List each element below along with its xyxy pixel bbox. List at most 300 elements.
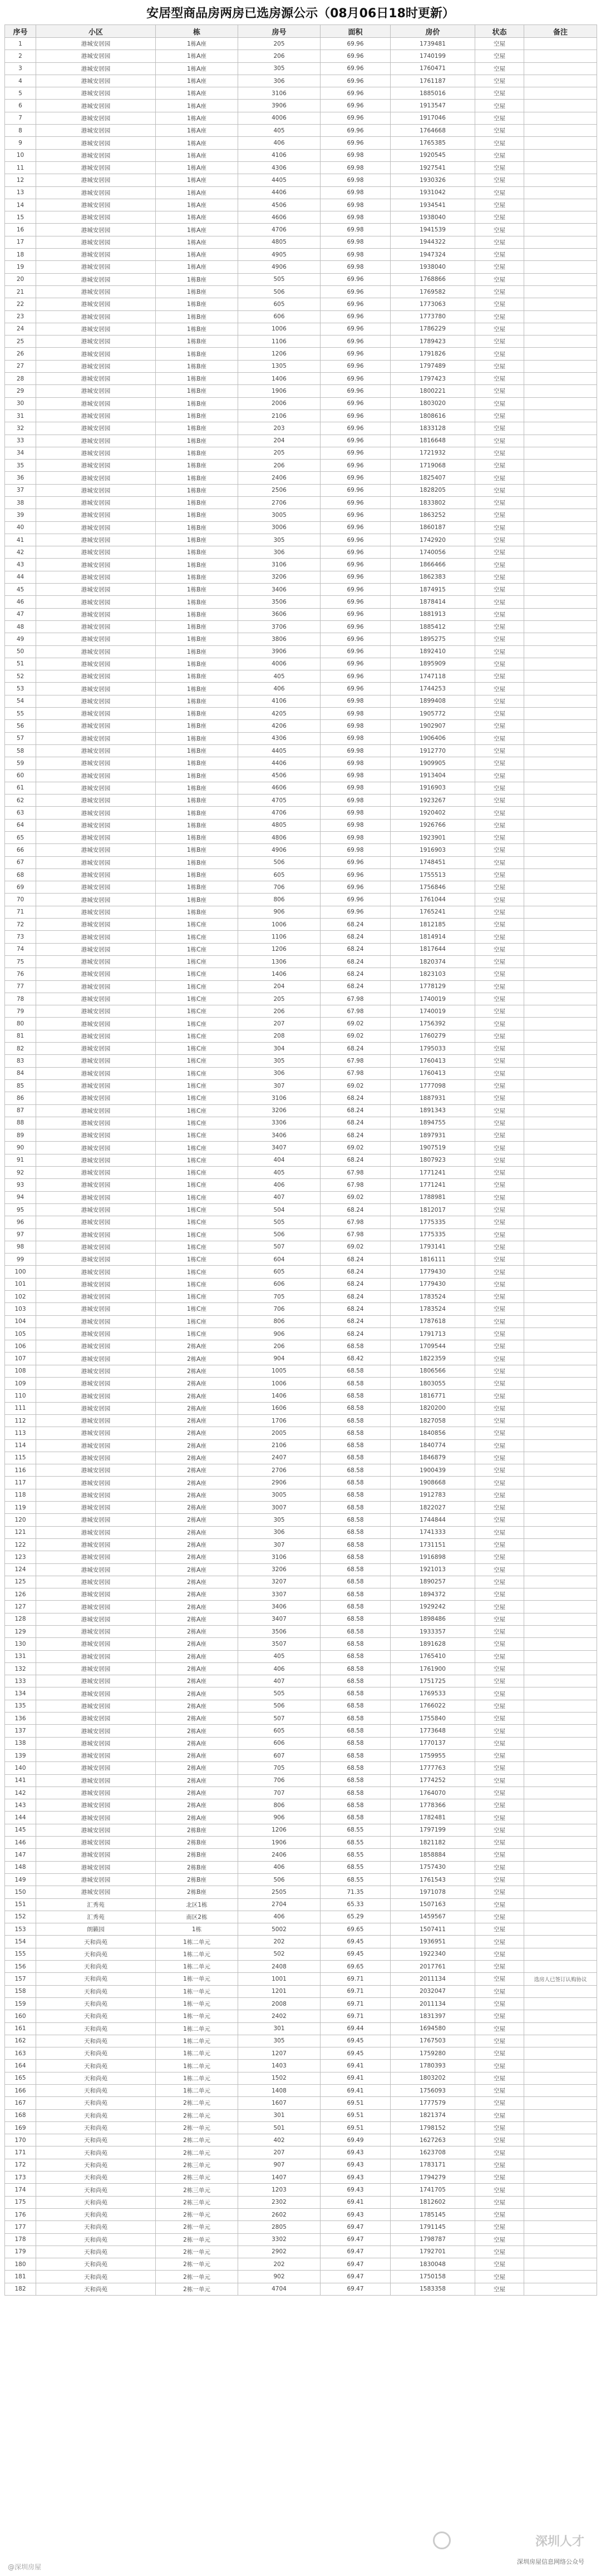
cell-note [524, 521, 597, 534]
cell-status: 空屋 [475, 2035, 524, 2047]
cell-room: 206 [238, 460, 321, 472]
cell-area: 69.96 [321, 620, 391, 633]
cell-note [524, 1290, 597, 1302]
cell-price: 1912783 [391, 1489, 475, 1501]
cell-building: 1栋B座 [156, 658, 238, 670]
cell-area: 67.98 [321, 1228, 391, 1241]
cell-area: 67.98 [321, 1067, 391, 1079]
cell-note [524, 273, 597, 285]
cell-index: 82 [5, 1043, 36, 1055]
cell-area: 69.96 [321, 658, 391, 670]
cell-status: 空屋 [475, 1079, 524, 1092]
cell-room: 4805 [238, 236, 321, 248]
cell-index: 67 [5, 856, 36, 868]
cell-community: 港城安居园 [36, 496, 156, 509]
cell-price: 1944322 [391, 236, 475, 248]
cell-community: 港城安居园 [36, 484, 156, 496]
cell-price: 1822027 [391, 1502, 475, 1514]
cell-building: 1栋A座 [156, 236, 238, 248]
cell-community: 天和尚苑 [36, 2121, 156, 2134]
cell-community: 港城安居园 [36, 1886, 156, 1898]
cell-area: 69.96 [321, 137, 391, 149]
table-row [5, 1923, 597, 1936]
cell-status: 空屋 [475, 2084, 524, 2096]
cell-price: 1756846 [391, 881, 475, 894]
cell-index: 110 [5, 1390, 36, 1402]
cell-index: 84 [5, 1067, 36, 1079]
cell-room: 203 [238, 422, 321, 435]
cell-status: 空屋 [475, 1005, 524, 1018]
cell-area: 69.96 [321, 285, 391, 298]
table-row [5, 1514, 597, 1526]
cell-community: 天和尚苑 [36, 1997, 156, 2010]
cell-index: 98 [5, 1241, 36, 1253]
cell-community: 港城安居园 [36, 1117, 156, 1129]
cell-price: 1789423 [391, 335, 475, 348]
cell-room: 407 [238, 1675, 321, 1687]
cell-room: 2302 [238, 2196, 321, 2208]
table-row [5, 211, 597, 224]
cell-note [524, 2233, 597, 2246]
cell-price: 1923267 [391, 794, 475, 807]
cell-price: 1797489 [391, 360, 475, 372]
cell-community: 港城安居园 [36, 757, 156, 769]
cell-price: 1941539 [391, 224, 475, 236]
cell-note [524, 1961, 597, 1973]
cell-status: 空屋 [475, 1861, 524, 1873]
cell-room: 705 [238, 1290, 321, 1302]
cell-status: 空屋 [475, 509, 524, 521]
cell-area: 68.58 [321, 1402, 391, 1414]
cell-room: 3506 [238, 1626, 321, 1638]
table-row [5, 881, 597, 894]
cell-community: 港城安居园 [36, 409, 156, 422]
cell-status: 空屋 [475, 211, 524, 224]
cell-price: 1783524 [391, 1303, 475, 1315]
cell-status: 空屋 [475, 1278, 524, 1290]
cell-building: 1栋B座 [156, 670, 238, 683]
cell-price: 1926766 [391, 819, 475, 831]
cell-community: 港城安居园 [36, 744, 156, 757]
cell-price: 1825407 [391, 472, 475, 484]
cell-room: 606 [238, 310, 321, 323]
cell-note [524, 807, 597, 819]
cell-price: 1583358 [391, 2283, 475, 2295]
cell-price: 1830048 [391, 2258, 475, 2271]
cell-room: 405 [238, 670, 321, 683]
cell-status: 空屋 [475, 1762, 524, 1774]
cell-room: 3906 [238, 100, 321, 112]
cell-area: 69.71 [321, 1985, 391, 1997]
cell-index: 50 [5, 645, 36, 658]
cell-note [524, 2208, 597, 2220]
cell-price: 1840856 [391, 1427, 475, 1439]
table-row [5, 521, 597, 534]
cell-community: 港城安居园 [36, 596, 156, 608]
cell-status: 空屋 [475, 955, 524, 968]
table-row [5, 1340, 597, 1353]
cell-room: 604 [238, 1254, 321, 1266]
cell-price: 1780393 [391, 2060, 475, 2072]
cell-price: 1507163 [391, 1898, 475, 1911]
table-row [5, 608, 597, 620]
cell-price: 1740019 [391, 993, 475, 1005]
cell-status: 空屋 [475, 1043, 524, 1055]
cell-building: 1栋一单元 [156, 1997, 238, 2010]
cell-note [524, 1216, 597, 1228]
table-row [5, 496, 597, 509]
cell-area: 68.24 [321, 919, 391, 931]
cell-note [524, 2134, 597, 2146]
cell-community: 天和尚苑 [36, 2172, 156, 2184]
cell-status: 空屋 [475, 2072, 524, 2084]
cell-community: 港城安居园 [36, 620, 156, 633]
cell-room: 2506 [238, 484, 321, 496]
table-row [5, 75, 597, 87]
cell-room: 507 [238, 1241, 321, 1253]
cell-community: 港城安居园 [36, 919, 156, 931]
cell-area: 69.71 [321, 1997, 391, 2010]
table-row [5, 2097, 597, 2109]
cell-price: 1905772 [391, 708, 475, 720]
cell-community: 港城安居园 [36, 1675, 156, 1687]
cell-community: 港城安居园 [36, 261, 156, 273]
cell-building: 2栋A座 [156, 1613, 238, 1625]
cell-status: 空屋 [475, 1117, 524, 1129]
cell-room: 2704 [238, 1898, 321, 1911]
cell-status: 空屋 [475, 1650, 524, 1662]
cell-price: 1740199 [391, 50, 475, 62]
cell-area: 68.58 [321, 1774, 391, 1787]
table-row [5, 1861, 597, 1873]
cell-status: 空屋 [475, 1228, 524, 1241]
cell-price: 1779430 [391, 1266, 475, 1278]
cell-building: 1栋C座 [156, 1030, 238, 1042]
cell-building: 2栋A座 [156, 1662, 238, 1675]
table-row [5, 1092, 597, 1104]
cell-community: 港城安居园 [36, 1254, 156, 1266]
cell-area: 69.51 [321, 2097, 391, 2109]
cell-price: 1803202 [391, 2072, 475, 2084]
cell-room: 3507 [238, 1638, 321, 1650]
cell-index: 164 [5, 2060, 36, 2072]
cell-index: 66 [5, 844, 36, 856]
header-area: 面积 [321, 25, 391, 38]
cell-building: 2栋A座 [156, 1687, 238, 1700]
cell-index: 36 [5, 472, 36, 484]
cell-area: 68.24 [321, 1254, 391, 1266]
cell-area: 68.58 [321, 1414, 391, 1427]
cell-area: 69.65 [321, 1923, 391, 1936]
cell-building: 1栋B座 [156, 794, 238, 807]
cell-status: 空屋 [475, 2146, 524, 2159]
table-row [5, 323, 597, 335]
cell-community: 港城安居园 [36, 1762, 156, 1774]
cell-price: 1898486 [391, 1613, 475, 1625]
table-row [5, 1167, 597, 1179]
cell-note [524, 1477, 597, 1489]
table-row [5, 447, 597, 459]
cell-room: 3906 [238, 645, 321, 658]
cell-community: 天和尚苑 [36, 2196, 156, 2208]
cell-price: 1821182 [391, 1837, 475, 1849]
cell-community: 港城安居园 [36, 373, 156, 385]
cell-status: 空屋 [475, 559, 524, 571]
cell-note [524, 1043, 597, 1055]
cell-index: 14 [5, 199, 36, 211]
cell-building: 1栋C座 [156, 1018, 238, 1030]
cell-community: 港城安居园 [36, 1774, 156, 1787]
cell-room: 507 [238, 1713, 321, 1725]
cell-community: 港城安居园 [36, 894, 156, 906]
cell-price: 1719068 [391, 460, 475, 472]
cell-area: 67.98 [321, 993, 391, 1005]
cell-price: 1777579 [391, 2097, 475, 2109]
cell-area: 69.43 [321, 2208, 391, 2220]
cell-building: 1栋二单元 [156, 1961, 238, 1973]
cell-room: 404 [238, 1154, 321, 1166]
cell-note [524, 1837, 597, 1849]
cell-index: 177 [5, 2221, 36, 2233]
cell-note [524, 1502, 597, 1514]
cell-community: 天和尚苑 [36, 2109, 156, 2121]
cell-building: 1栋B座 [156, 695, 238, 707]
cell-community: 港城安居园 [36, 1390, 156, 1402]
cell-room: 3706 [238, 620, 321, 633]
cell-index: 154 [5, 1936, 36, 1948]
cell-status: 空屋 [475, 236, 524, 248]
cell-room: 2602 [238, 2208, 321, 2220]
cell-status: 空屋 [475, 261, 524, 273]
cell-area: 68.55 [321, 1861, 391, 1873]
cell-area: 69.96 [321, 112, 391, 124]
cell-note [524, 1737, 597, 1749]
cell-community: 天和尚苑 [36, 2159, 156, 2171]
cell-area: 68.55 [321, 1837, 391, 1849]
cell-building: 1栋B座 [156, 844, 238, 856]
cell-community: 港城安居园 [36, 1266, 156, 1278]
cell-note [524, 360, 597, 372]
cell-building: 1栋C座 [156, 993, 238, 1005]
cell-index: 163 [5, 2047, 36, 2060]
cell-building: 2栋A座 [156, 1439, 238, 1452]
cell-status: 空屋 [475, 199, 524, 211]
cell-community: 港城安居园 [36, 670, 156, 683]
cell-note [524, 2084, 597, 2096]
cell-note [524, 931, 597, 943]
cell-price: 1791713 [391, 1328, 475, 1340]
cell-area: 68.24 [321, 1328, 391, 1340]
table-row [5, 2109, 597, 2121]
cell-index: 10 [5, 149, 36, 161]
cell-note [524, 1427, 597, 1439]
cell-index: 146 [5, 1837, 36, 1849]
cell-index: 125 [5, 1576, 36, 1588]
cell-community: 港城安居园 [36, 211, 156, 224]
cell-index: 69 [5, 881, 36, 894]
cell-building: 1栋C座 [156, 1117, 238, 1129]
cell-status: 空屋 [475, 112, 524, 124]
cell-note [524, 1538, 597, 1551]
cell-note [524, 757, 597, 769]
cell-community: 港城安居园 [36, 1737, 156, 1749]
cell-note [524, 137, 597, 149]
table-row [5, 2246, 597, 2258]
cell-price: 1769533 [391, 1687, 475, 1700]
cell-room: 306 [238, 1526, 321, 1538]
cell-note [524, 100, 597, 112]
cell-note [524, 2022, 597, 2035]
cell-community: 港城安居园 [36, 1228, 156, 1241]
cell-building: 1栋A座 [156, 38, 238, 50]
cell-room: 4905 [238, 249, 321, 261]
table-row [5, 435, 597, 447]
cell-building: 1栋B座 [156, 782, 238, 794]
cell-community: 港城安居园 [36, 1551, 156, 1563]
cell-note [524, 1687, 597, 1700]
table-row [5, 559, 597, 571]
cell-area: 68.58 [321, 1675, 391, 1687]
cell-area: 68.58 [321, 1713, 391, 1725]
cell-room: 2406 [238, 1849, 321, 1861]
cell-index: 97 [5, 1228, 36, 1241]
cell-price: 1771241 [391, 1167, 475, 1179]
cell-area: 68.58 [321, 1551, 391, 1563]
cell-community: 港城安居园 [36, 1365, 156, 1377]
cell-status: 空屋 [475, 75, 524, 87]
cell-community: 港城安居园 [36, 1861, 156, 1873]
cell-room: 506 [238, 285, 321, 298]
cell-status: 空屋 [475, 1563, 524, 1576]
cell-index: 12 [5, 174, 36, 186]
cell-building: 2栋一单元 [156, 2283, 238, 2295]
cell-price: 1906406 [391, 732, 475, 744]
cell-price: 1755513 [391, 868, 475, 881]
cell-status: 空屋 [475, 2184, 524, 2196]
cell-price: 1927541 [391, 161, 475, 174]
cell-index: 75 [5, 955, 36, 968]
cell-note [524, 1241, 597, 1253]
cell-index: 170 [5, 2134, 36, 2146]
cell-status: 空屋 [475, 633, 524, 645]
cell-room: 1406 [238, 968, 321, 980]
cell-building: 2栋A座 [156, 1588, 238, 1601]
cell-room: 705 [238, 1762, 321, 1774]
table-row [5, 1936, 597, 1948]
table-row [5, 683, 597, 695]
cell-building: 2栋A座 [156, 1538, 238, 1551]
cell-index: 20 [5, 273, 36, 285]
cell-index: 37 [5, 484, 36, 496]
table-row [5, 1576, 597, 1588]
cell-note [524, 125, 597, 137]
cell-index: 107 [5, 1353, 36, 1365]
cell-price: 1812017 [391, 1203, 475, 1216]
cell-price: 1507411 [391, 1923, 475, 1936]
cell-price: 1840774 [391, 1439, 475, 1452]
cell-index: 109 [5, 1378, 36, 1390]
cell-community: 港城安居园 [36, 645, 156, 658]
table-row [5, 868, 597, 881]
table-row [5, 1873, 597, 1886]
cell-room: 904 [238, 1353, 321, 1365]
cell-index: 45 [5, 584, 36, 596]
cell-status: 空屋 [475, 1588, 524, 1601]
cell-community: 港城安居园 [36, 1104, 156, 1117]
cell-index: 88 [5, 1117, 36, 1129]
cell-price: 1917046 [391, 112, 475, 124]
cell-room: 306 [238, 1067, 321, 1079]
cell-community: 港城安居园 [36, 720, 156, 732]
cell-note [524, 422, 597, 435]
table-row [5, 1079, 597, 1092]
cell-index: 172 [5, 2159, 36, 2171]
cell-area: 68.55 [321, 1873, 391, 1886]
cell-community: 港城安居园 [36, 335, 156, 348]
cell-status: 空屋 [475, 385, 524, 397]
table-row [5, 1650, 597, 1662]
table-row [5, 2121, 597, 2134]
cell-community: 港城安居园 [36, 1092, 156, 1104]
table-row [5, 149, 597, 161]
cell-community: 港城安居园 [36, 881, 156, 894]
cell-status: 空屋 [475, 683, 524, 695]
cell-status: 空屋 [475, 174, 524, 186]
cell-status: 空屋 [475, 2022, 524, 2035]
cell-area: 69.96 [321, 484, 391, 496]
table-row [5, 1502, 597, 1514]
cell-area: 69.96 [321, 633, 391, 645]
cell-area: 69.98 [321, 732, 391, 744]
cell-note [524, 50, 597, 62]
cell-index: 162 [5, 2035, 36, 2047]
table-row [5, 1390, 597, 1402]
cell-status: 空屋 [475, 1390, 524, 1402]
cell-room: 1502 [238, 2072, 321, 2084]
cell-note [524, 1378, 597, 1390]
table-row [5, 633, 597, 645]
cell-community: 港城安居园 [36, 422, 156, 435]
cell-note [524, 1254, 597, 1266]
cell-price: 1878414 [391, 596, 475, 608]
cell-community: 港城安居园 [36, 1837, 156, 1849]
cell-area: 69.96 [321, 472, 391, 484]
cell-price: 1891343 [391, 1104, 475, 1117]
cell-room: 4205 [238, 708, 321, 720]
cell-status: 空屋 [475, 1985, 524, 1997]
cell-building: 1栋C座 [156, 1203, 238, 1216]
cell-building: 1栋C座 [156, 1191, 238, 1203]
cell-note [524, 1402, 597, 1414]
cell-area: 69.96 [321, 496, 391, 509]
cell-note [524, 1873, 597, 1886]
table-row [5, 224, 597, 236]
cell-price: 1908668 [391, 1477, 475, 1489]
cell-note [524, 1985, 597, 1997]
cell-building: 2栋一单元 [156, 2271, 238, 2283]
cell-community: 港城安居园 [36, 608, 156, 620]
cell-area: 69.96 [321, 273, 391, 285]
cell-room: 306 [238, 546, 321, 559]
cell-status: 空屋 [475, 1067, 524, 1079]
table-row [5, 695, 597, 707]
cell-room: 506 [238, 1873, 321, 1886]
cell-room: 3005 [238, 509, 321, 521]
cell-note [524, 348, 597, 360]
cell-area: 68.58 [321, 1638, 391, 1650]
cell-index: 157 [5, 1973, 36, 1985]
cell-room: 3307 [238, 1588, 321, 1601]
